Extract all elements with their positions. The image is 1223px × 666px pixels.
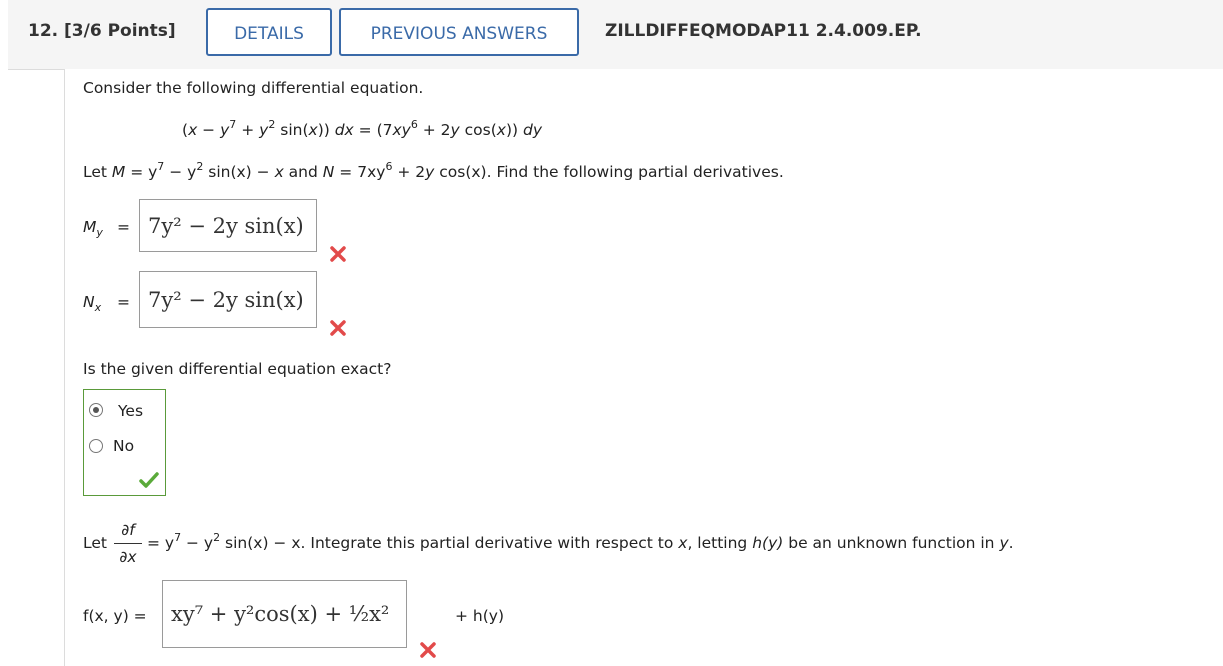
question-id: ZILLDIFFEQMODAP11 2.4.009.EP. bbox=[605, 21, 922, 41]
my-label: $M_y$ bbox=[83, 218, 103, 239]
option-no-label: No bbox=[113, 437, 135, 455]
incorrect-icon bbox=[329, 319, 347, 337]
my-equals: = bbox=[117, 218, 130, 236]
incorrect-icon bbox=[419, 641, 437, 659]
integration-instruction: = $y^7 - y^2$ sin(x) − x. Integrate this partial derivative with respect to x, letting h(y) be an unknown function in y. bbox=[147, 531, 1014, 552]
check-icon bbox=[139, 471, 159, 489]
question-header bbox=[8, 0, 1223, 70]
partial-f-numerator: ∂f bbox=[121, 521, 135, 539]
let-m-n-text: Let $M = y^7 - y^2$ sin(x) − x and $N = 7xy^6 + 2y$ cos(x). Find the following partial derivatives. bbox=[83, 160, 784, 181]
nx-equals: = bbox=[117, 293, 130, 311]
differential-equation: ($x - y^7 + y^2$ sin(x)) dx = ($7xy^6 + 2y$ cos(x)) dy bbox=[182, 118, 543, 139]
nx-answer-field[interactable]: 7y² − 2y sin(x) bbox=[139, 271, 317, 328]
details-button[interactable]: DETAILS bbox=[206, 8, 332, 56]
radio-yes[interactable] bbox=[89, 403, 103, 417]
fraction-bar bbox=[114, 543, 142, 544]
previous-answers-button[interactable]: PREVIOUS ANSWERS bbox=[339, 8, 579, 56]
exact-question-text: Is the given differential equation exact? bbox=[83, 360, 392, 378]
nx-label: $N_x$ bbox=[83, 293, 102, 314]
f-label: f(x, y) = bbox=[83, 607, 147, 625]
radio-no[interactable] bbox=[89, 439, 103, 453]
let-label: Let bbox=[83, 534, 107, 552]
plus-h-text: + h(y) bbox=[455, 607, 505, 625]
f-answer-field[interactable]: xy⁷ + y²cos(x) + ½x² bbox=[162, 580, 407, 648]
my-answer-field[interactable]: 7y² − 2y sin(x) bbox=[139, 199, 317, 252]
question-number: 12. [3/6 Points] bbox=[28, 21, 176, 41]
incorrect-icon bbox=[329, 245, 347, 263]
option-yes-label: Yes bbox=[118, 402, 144, 420]
intro-text: Consider the following differential equation. bbox=[83, 79, 424, 97]
partial-x-denominator: ∂x bbox=[119, 548, 137, 566]
